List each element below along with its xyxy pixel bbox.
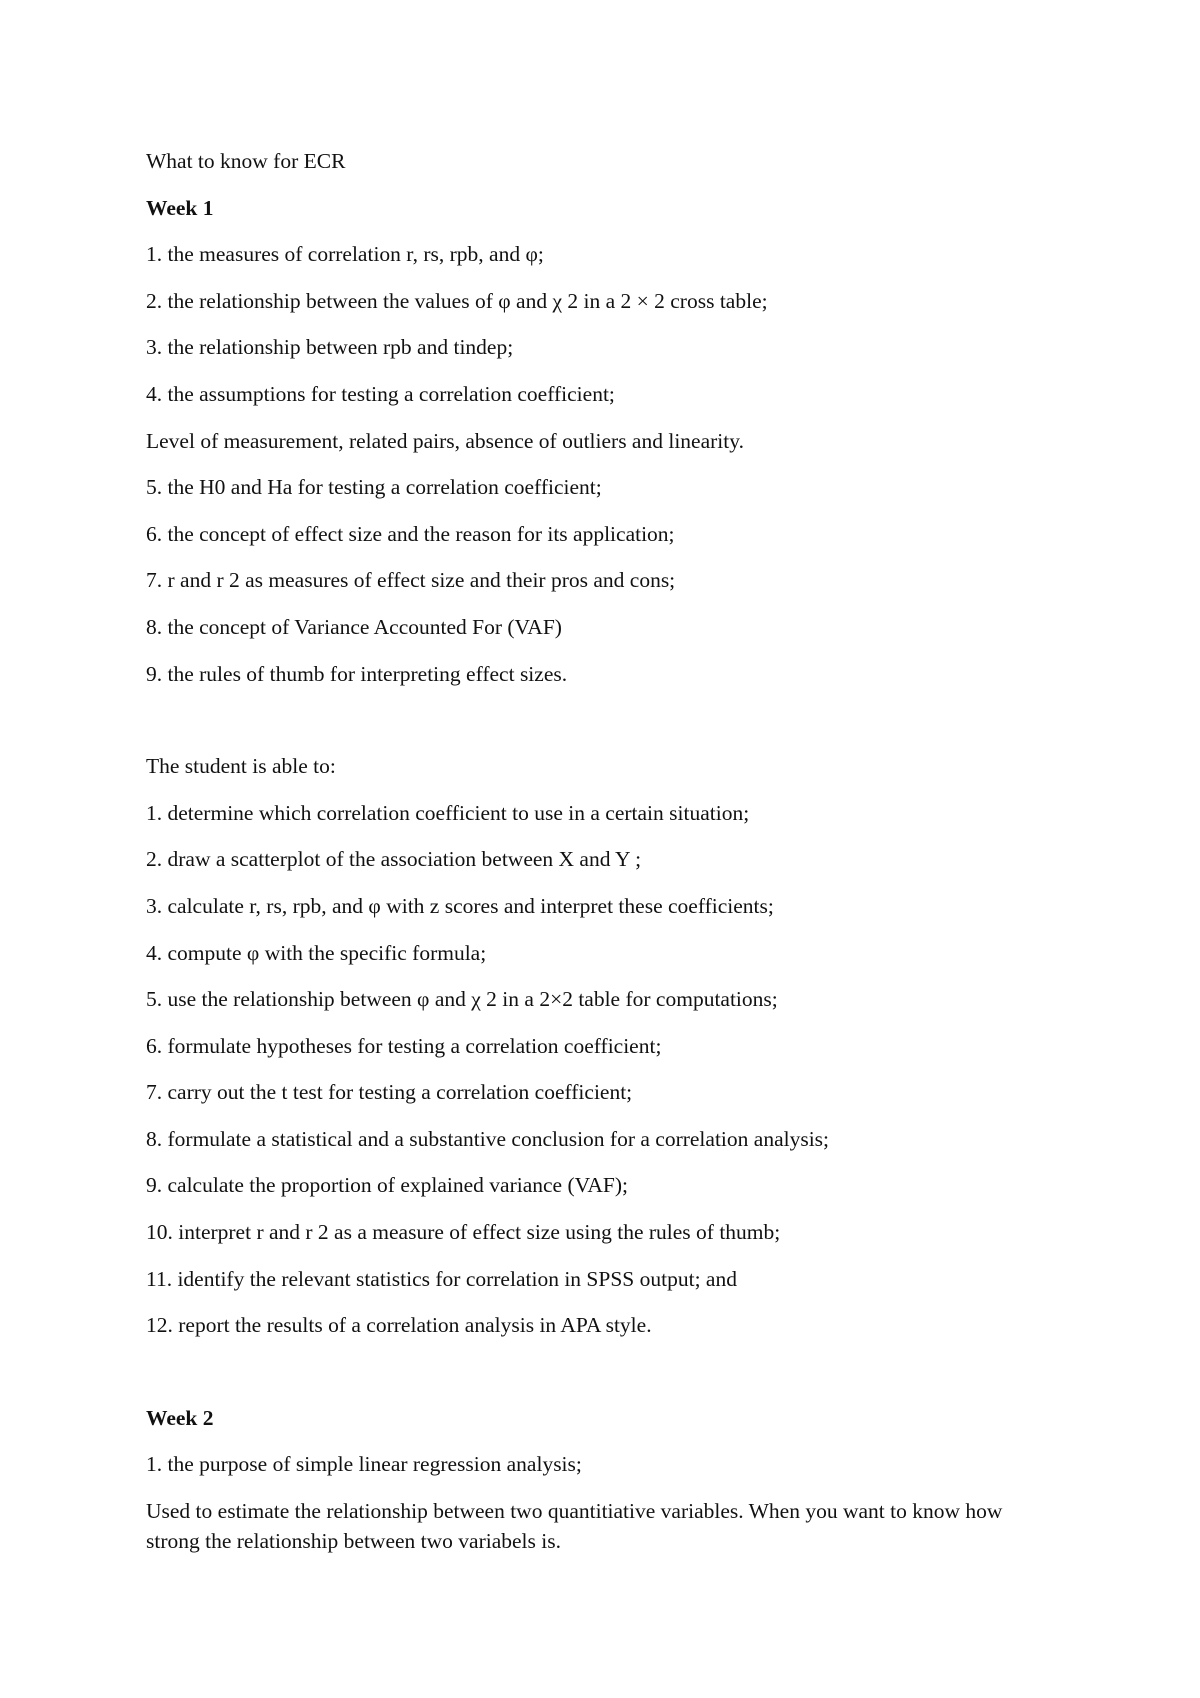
section-spacer	[146, 1357, 1046, 1403]
week-1-note: Level of measurement, related pairs, absence of outliers and linearity.	[146, 428, 744, 453]
able-item: 4. compute φ with the specific formula;	[146, 940, 487, 965]
week-1-item: 6. the concept of effect size and the reason for its application;	[146, 521, 675, 546]
able-item: 3. calculate r, rs, rpb, and φ with z scores and interpret these coefficients;	[146, 893, 774, 918]
document-intro: What to know for ECR	[146, 149, 346, 173]
week-1-item: 9. the rules of thumb for interpreting effect sizes.	[146, 661, 568, 686]
able-item: 10. interpret r and r 2 as a measure of effect size using the rules of thumb;	[146, 1220, 781, 1245]
week-2-item: 1. the purpose of simple linear regression analysis;	[146, 1452, 582, 1477]
week-2-heading: Week 2	[146, 1405, 214, 1430]
week-1-item: 3. the relationship between rpb and tindep;	[146, 335, 514, 360]
week-1-item: 2. the relationship between the values of φ and χ 2 in a 2 × 2 cross table;	[146, 288, 768, 313]
able-item: 6. formulate hypotheses for testing a correlation coefficient;	[146, 1033, 662, 1058]
able-item: 2. draw a scatterplot of the association between X and Y ;	[146, 847, 642, 872]
able-item: 12. report the results of a correlation analysis in APA style.	[146, 1313, 652, 1338]
week-1-heading: Week 1	[146, 195, 214, 220]
week-1-item: 7. r and r 2 as measures of effect size and their pros and cons;	[146, 568, 676, 593]
week-1-item: 8. the concept of Variance Accounted For (VAF)	[146, 614, 562, 639]
section-spacer	[146, 705, 1046, 751]
week-1-item: 4. the assumptions for testing a correlation coefficient;	[146, 381, 615, 406]
able-item: 7. carry out the t test for testing a correlation coefficient;	[146, 1080, 633, 1105]
week-1-item: 5. the H0 and Ha for testing a correlation coefficient;	[146, 475, 602, 500]
able-item: 11. identify the relevant statistics for correlation in SPSS output; and	[146, 1266, 737, 1291]
week-2-note: Used to estimate the relationship between two quantitiative variables. When you want to know how strong the relationship between two variabels is.	[146, 1499, 1003, 1554]
able-item: 5. use the relationship between φ and χ 2 in a 2×2 table for computations;	[146, 987, 778, 1012]
week-1-item: 1. the measures of correlation r, rs, rpb, and φ;	[146, 242, 544, 267]
able-heading: The student is able to:	[146, 754, 336, 779]
document-body	[146, 146, 1046, 1573]
able-item: 9. calculate the proportion of explained variance (VAF);	[146, 1173, 628, 1198]
able-item: 1. determine which correlation coefficient to use in a certain situation;	[146, 800, 750, 825]
able-item: 8. formulate a statistical and a substantive conclusion for a correlation analysis;	[146, 1126, 830, 1151]
